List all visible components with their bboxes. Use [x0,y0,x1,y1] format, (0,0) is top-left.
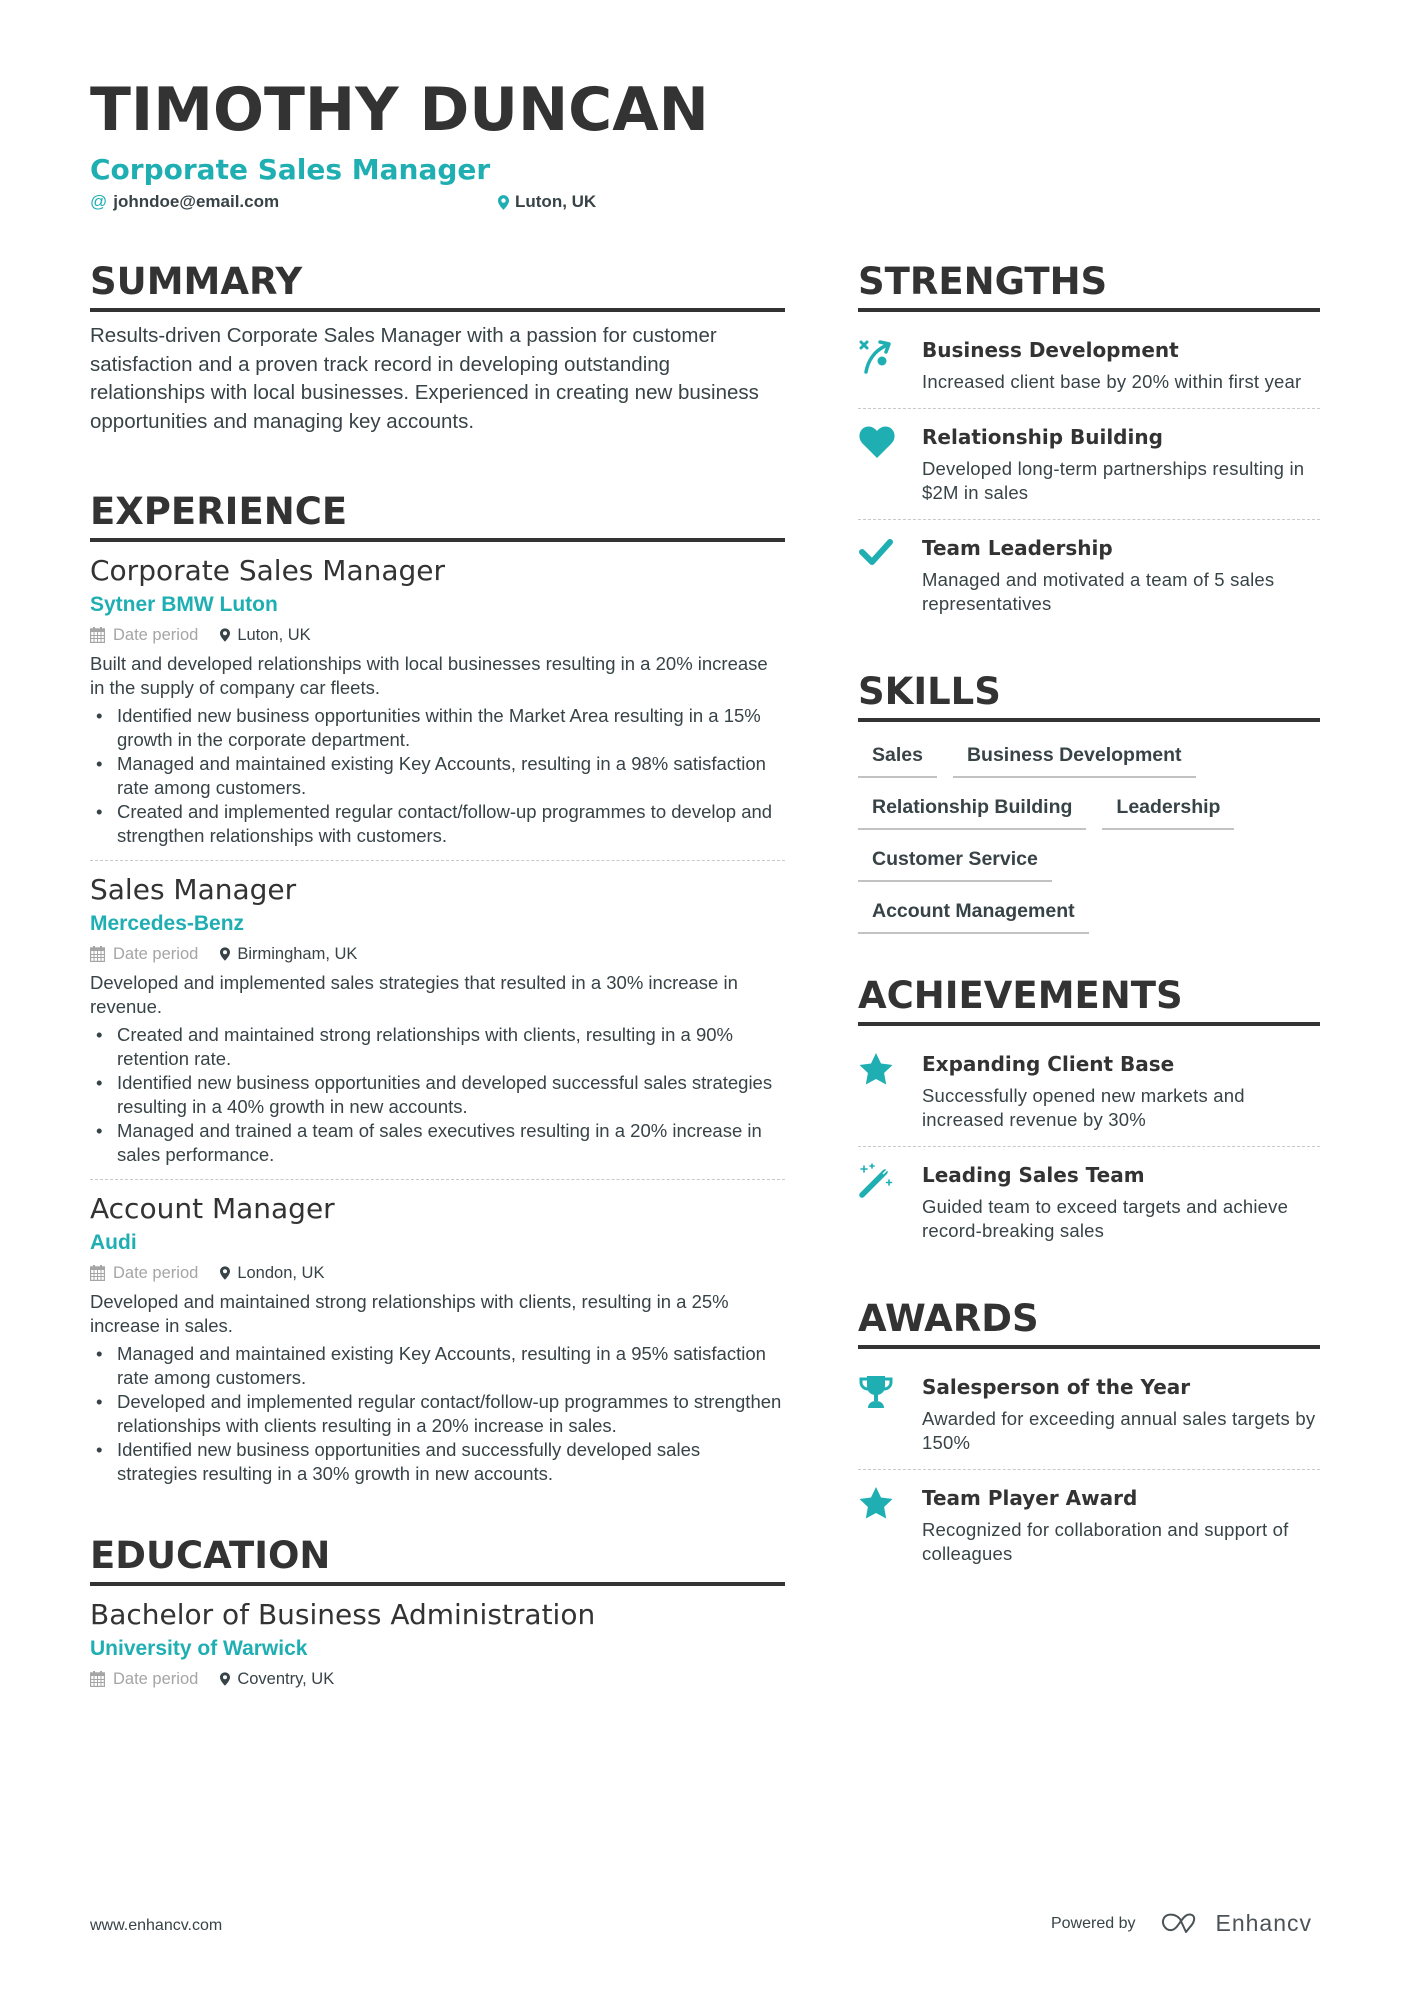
degree-name: Bachelor of Business Administration [90,1598,596,1631]
date-text: Date period [113,1264,199,1282]
bullet-item: • Created and implemented regular contact/follow-up programmes to develop and strengthen relationships with customers. [90,800,785,848]
bullet-item: • Identified new business opportunities and successfully developed sales strategies resulting in a 30% growth in new accounts. [90,1438,785,1486]
map-pin-icon [220,947,230,961]
award-item [858,1359,1320,1469]
experience-item [90,552,785,860]
at-sign-icon: @ [90,192,108,211]
bullet-item: • Developed and implemented regular contact/follow-up programmes to strengthen relationships with clients resulting in a 20% increase in sales. [90,1390,785,1438]
job-role: Sales Manager [90,873,297,906]
footer-branding [1051,1910,1312,1937]
experience-heading: EXPERIENCE [90,488,785,542]
strength-title: Relationship Building [922,425,1163,449]
checkmark-icon [858,534,922,616]
heart-icon [858,423,922,505]
map-pin-icon [220,1266,230,1280]
bullet-item: • Created and maintained strong relationships with clients, resulting in a 90% retention rate. [90,1023,785,1071]
education-meta [90,1666,785,1692]
bullet-item: • Managed and maintained existing Key Accounts, resulting in a 98% satisfaction rate among customers. [90,752,785,800]
company-name: Audi [90,1231,137,1254]
strength-description: Developed long-term partnerships resulting in $2M in sales [922,458,1305,503]
enhancv-logo-icon [1159,1912,1205,1936]
candidate-title: Corporate Sales Manager [90,153,491,186]
job-description: Developed and implemented sales strategies that resulted in a 30% increase in revenue. [90,972,738,1017]
achievement-title: Expanding Client Base [922,1052,1175,1076]
company-name: Mercedes-Benz [90,912,245,935]
company-name: Sytner BMW Luton [90,593,278,616]
summary-text: Results-driven Corporate Sales Manager with a passion for customer satisfaction and a proven track record in developing outstanding relationships with local businesses. Experienced in creating new business opportunities and managing key accounts. [90,324,759,433]
job-location [220,622,310,648]
education-section [90,1532,785,1704]
skill-tag: Sales [858,738,937,778]
job-description: Built and developed relationships with local businesses resulting in a 20% increase in the supply of company car fleets. [90,653,768,698]
trophy-icon [858,1373,922,1455]
left-column [90,258,785,1704]
education-heading: EDUCATION [90,1532,785,1586]
email-contact[interactable] [90,192,279,212]
map-pin-icon [220,628,230,642]
skill-tag: Account Management [858,894,1089,934]
bullet-item: • Identified new business opportunities and developed successful sales strategies resulting in a 40% growth in new accounts. [90,1071,785,1119]
awards-list [858,1359,1320,1580]
strengths-section [858,258,1320,630]
strength-item [858,408,1320,519]
education-location [220,1666,334,1692]
bullet-item: • Managed and maintained existing Key Accounts, resulting in a 95% satisfaction rate among customers. [90,1342,785,1390]
job-location [220,941,357,967]
award-title: Salesperson of the Year [922,1375,1191,1399]
map-pin-icon [498,195,509,210]
calendar-icon [90,946,105,962]
awards-section [858,1295,1320,1580]
award-title: Team Player Award [922,1486,1138,1510]
achievement-description: Successfully opened new markets and increased revenue by 30% [922,1085,1245,1130]
strategy-icon [858,336,922,394]
date-period [90,1260,198,1286]
strength-description: Managed and motivated a team of 5 sales representatives [922,569,1275,614]
enhancv-logo[interactable] [1159,1910,1312,1937]
job-description: Developed and maintained strong relationships with clients, resulting in a 25% increase in sales. [90,1291,729,1336]
skill-tag: Customer Service [858,842,1052,882]
skills-section [858,668,1320,934]
location-contact [498,192,596,212]
strength-title: Team Leadership [922,536,1113,560]
school-name: University of Warwick [90,1637,308,1660]
bullet-item: • Identified new business opportunities within the Market Area resulting in a 15% growth in the corporate department. [90,704,785,752]
magic-wand-icon [858,1161,922,1243]
job-role: Corporate Sales Manager [90,554,446,587]
awards-heading: AWARDS [858,1295,1320,1349]
experience-section [90,488,785,1498]
education-item [90,1596,785,1704]
skills-heading: SKILLS [858,668,1320,722]
job-bullets [90,1342,785,1486]
location-text: Luton, UK [515,192,597,211]
candidate-name: TIMOTHY DUNCAN [90,75,709,145]
job-meta [90,941,785,967]
award-description: Awarded for exceeding annual sales targets by 150% [922,1408,1316,1453]
skill-tag: Relationship Building [858,790,1086,830]
job-role: Account Manager [90,1192,335,1225]
star-icon [858,1484,922,1566]
skill-tag: Business Development [953,738,1196,778]
calendar-icon [90,1265,105,1281]
achievement-item [858,1146,1320,1257]
resume-header [90,72,1310,218]
job-meta [90,622,785,648]
award-item [858,1469,1320,1580]
achievement-title: Leading Sales Team [922,1163,1145,1187]
date-text: Date period [113,945,199,963]
location-text: Birmingham, UK [237,945,358,963]
job-meta [90,1260,785,1286]
star-icon [858,1050,922,1132]
location-text: London, UK [237,1264,325,1282]
strength-description: Increased client base by 20% within first year [922,371,1302,392]
right-column [858,258,1320,1580]
achievements-heading: ACHIEVEMENTS [858,972,1320,1026]
date-text: Date period [113,1670,199,1688]
experience-item [90,1179,785,1498]
strength-item [858,322,1320,408]
calendar-icon [90,1671,105,1687]
strength-item [858,519,1320,630]
brand-name: Enhancv [1215,1910,1312,1936]
summary-heading: SUMMARY [90,258,785,312]
strength-title: Business Development [922,338,1179,362]
location-text: Luton, UK [237,626,311,644]
experience-item [90,860,785,1179]
achievements-section [858,972,1320,1257]
skills-list [858,732,1320,934]
location-text: Coventry, UK [237,1670,335,1688]
job-location [220,1260,324,1286]
achievements-list [858,1036,1320,1257]
calendar-icon [90,627,105,643]
footer-website-link[interactable]: www.enhancv.com [90,1917,223,1934]
map-pin-icon [220,1672,230,1686]
strengths-list [858,322,1320,630]
strengths-heading: STRENGTHS [858,258,1320,312]
date-period [90,1666,198,1692]
award-description: Recognized for collaboration and support of colleagues [922,1519,1289,1564]
achievement-description: Guided team to exceed targets and achieve record-breaking sales [922,1196,1289,1241]
job-bullets [90,704,785,848]
summary-section [90,258,785,436]
contact-info [90,192,1310,218]
date-text: Date period [113,626,199,644]
bullet-item: • Managed and trained a team of sales executives resulting in a 20% increase in sales performance. [90,1119,785,1167]
job-bullets [90,1023,785,1167]
date-period [90,622,198,648]
date-period [90,941,198,967]
achievement-item [858,1036,1320,1146]
powered-by-text: Powered by [1050,1914,1136,1932]
email-text: johndoe@email.com [113,192,280,211]
skill-tag: Leadership [1102,790,1234,830]
